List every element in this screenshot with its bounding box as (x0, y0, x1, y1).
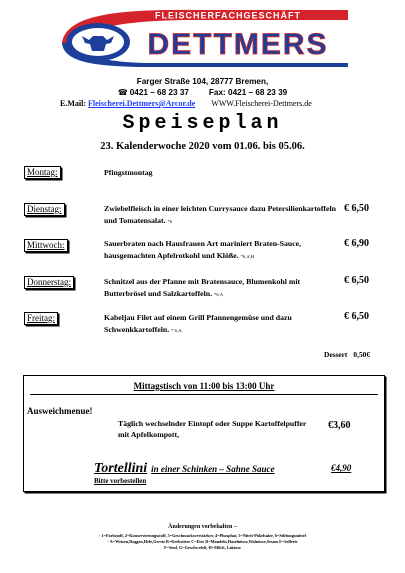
footer-heading: Änderungen vorbehalten – (168, 524, 237, 530)
alt-menu-heading: Ausweichmenue! (27, 406, 93, 416)
price-thursday: € 6,50 (344, 275, 369, 286)
lunch-box (23, 375, 385, 492)
phone-number: 0421 – 68 23 37 (129, 88, 189, 97)
allergen-code: * 6,A, (171, 328, 183, 333)
dish-thursday: Schnitzel aus der Pfanne mit Bratensauce, Blumenkohl mit Butterbrösel und Salzkartoffeln. *6,A (104, 277, 301, 298)
alt-menu-price: €3,60 (328, 420, 351, 431)
dessert-line: Dessert 0,50€ (324, 350, 371, 359)
day-thursday: Donnerstag: (24, 276, 74, 289)
special-dish: Tortellini in einer Schinken – Sahne Sauce (94, 461, 275, 476)
footer-allergens: - A=Weizen,Roggen,Hefe,Gerste B=Krebstiere C=Eier D=Mandeln,Haselnüsse,Walnüsse,Sesam E=Sellerie (107, 539, 298, 544)
day-friday: Freitag: (24, 312, 58, 325)
contact-line (60, 99, 360, 109)
dish-tuesday: Zwiebelfleisch in einer leichten Currysauce dazu Petersilienkartoffeln und Tomatensalat. *6 (104, 204, 336, 225)
dish-friday: Kabeljau Filet auf einem Grill Pfannengemüse und dazu Schwenkkartoffeln. * 6,A, (104, 313, 292, 334)
dish-wednesday: Sauerbraten nach Hausfrauen Art mariniert Braten-Sauce, hausgemachten Apfelrotkohl und Klöße. *6,A,H (104, 239, 302, 260)
day-tuesday: Dienstag: (24, 203, 65, 216)
footer-additives: - 1=Farbstoff, 2=Konservierungsstoff, 3=Geschmacksverstärker, 4=Phosphat, 5=Nitrit-Pökelsalze, 6=Stiftungsmittel (99, 533, 306, 538)
price-wednesday: € 6,90 (344, 238, 369, 249)
alt-menu-dish: Täglich wechselnder Eintopf oder Suppe Kartoffelpuffer mit Apfelkompott, (118, 419, 307, 439)
address-street: Farger Straße 104, 28777 Bremen, (136, 77, 269, 86)
day-wednesday: Mittwoch: (24, 239, 68, 252)
allergen-code: *6,A (214, 292, 224, 297)
week-heading: 23. Kalenderwoche 2020 vom 01.06. bis 05.06. (100, 141, 305, 152)
price-friday: € 6,50 (344, 311, 369, 322)
price-tuesday: € 6,50 (344, 203, 369, 214)
fax-number: Fax: 0421 – 68 23 39 (208, 88, 288, 97)
box-divider (30, 394, 378, 395)
day-monday: Montag: (24, 166, 61, 179)
logo-name: DETTMERS (147, 28, 329, 61)
email-label: E.Mail: (60, 99, 86, 108)
dish-monday: Pfingstmontag (104, 168, 153, 177)
logo-subtitle: FLEISCHERFACHGESCHÄFT (154, 10, 302, 21)
email-link[interactable]: Fleischerei.Dettmers@Arcor.de (88, 99, 196, 108)
special-price: €4,90 (331, 463, 352, 473)
address-phone-line (0, 88, 405, 98)
logo (56, 7, 350, 69)
allergen-code: *6,A,H (240, 254, 255, 259)
page-title: Speiseplan (122, 112, 283, 135)
phone-icon: ☎ (117, 88, 128, 97)
footer-allergens-2: F=Senf, G=Geschwefelt, H=Milch, Laktose (164, 545, 241, 550)
logo-graphic (56, 7, 350, 69)
lunch-hours: Mittagstisch von 11:00 bis 13:00 Uhr (133, 381, 275, 391)
dessert-price: 0,50€ (353, 350, 371, 359)
allergen-code: *6 (167, 219, 173, 224)
website-text: WWW.Fleischerei-Dettmers.de (211, 99, 312, 108)
order-note: Bitte vorbestellen (94, 477, 147, 485)
